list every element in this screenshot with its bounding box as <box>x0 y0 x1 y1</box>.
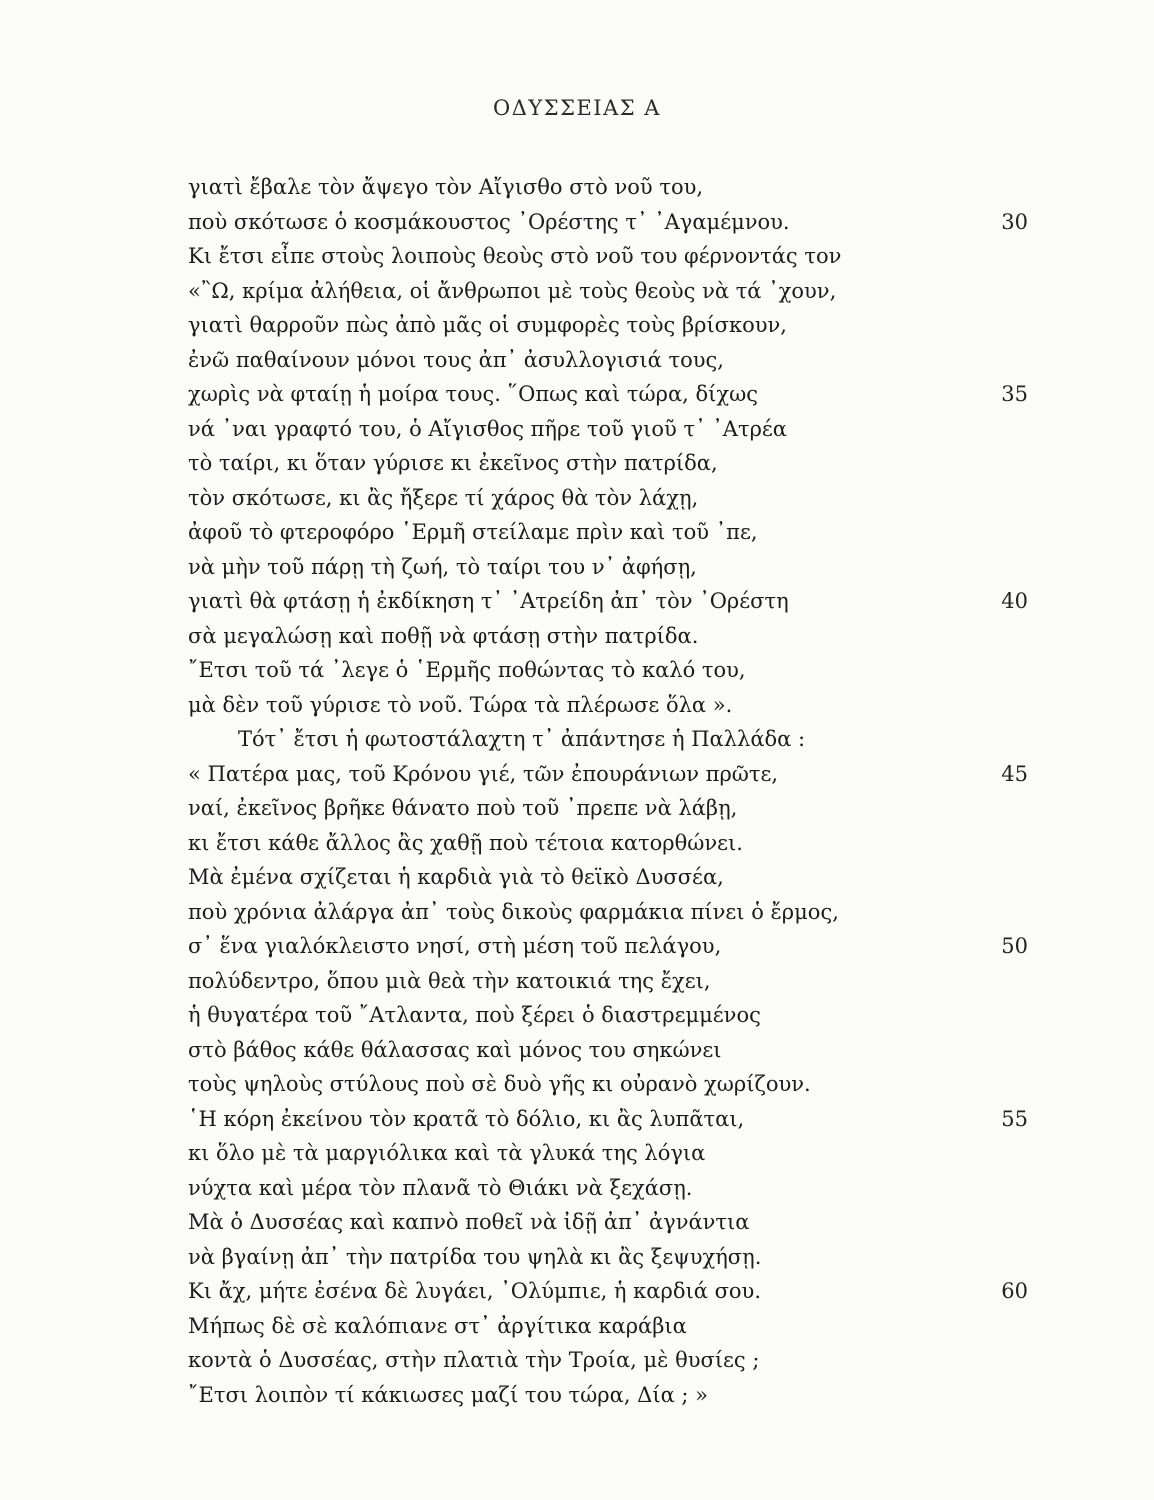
verse-text: ποὺ χρόνια ἀλάργα ἀπ᾿ τοὺς δικοὺς φαρμάκια πίνει ὁ ἔρμος, <box>188 899 839 924</box>
verse-line <box>0 1378 1154 1413</box>
verse-line <box>0 757 1154 792</box>
verse-text: μὰ δὲν τοῦ γύρισε τὸ νοῦ. Τώρα τὰ πλέρωσε ὅλα ». <box>188 692 733 717</box>
verse-line <box>0 619 1154 654</box>
verse-line <box>0 826 1154 861</box>
verse-text: σὰ μεγαλώσῃ καὶ ποθῇ νὰ φτάσῃ στὴν πατρίδα. <box>188 623 699 648</box>
verse-text: ποὺ σκότωσε ὁ κοσμάκουστος ᾿Ορέστης τ᾿ ᾿Αγαμέμνου. <box>188 209 790 234</box>
verse-line <box>0 964 1154 999</box>
verse-text: Κι ἄχ, μήτε ἐσένα δὲ λυγάει, ᾿Ολύμπιε, ἡ καρδιά σου. <box>188 1279 761 1303</box>
verse-line <box>0 860 1154 895</box>
verse-line <box>0 274 1154 309</box>
verse-text: Μὰ ὁ Δυσσέας καὶ καπνὸ ποθεῖ νὰ ἰδῇ ἀπ᾿ ἀγνάντια <box>188 1210 750 1234</box>
line-number: 50 <box>1001 934 1028 958</box>
verse-line <box>0 343 1154 378</box>
verse-text: κι ἔτσι κάθε ἄλλος ἂς χαθῇ ποὺ τέτοια κατορθώνει. <box>188 830 743 855</box>
verse-line <box>0 895 1154 930</box>
verse-line <box>0 584 1154 619</box>
verse-text: στὸ βάθος κάθε θάλασσας καὶ μόνος του σηκώνει <box>188 1037 722 1062</box>
verse-line <box>0 1309 1154 1344</box>
verse-text: τὸ ταίρι, κι ὅταν γύρισε κι ἐκεῖνος στὴν πατρίδα, <box>188 451 718 475</box>
verse-line <box>0 446 1154 481</box>
verse-text: Μὰ ἐμένα σχίζεται ἡ καρδιὰ γιὰ τὸ θεϊκὸ Δυσσέα, <box>188 865 724 889</box>
line-number: 45 <box>1001 761 1028 786</box>
verse-text: ῎Ετσι λοιπὸν τί κάκιωσες μαζί του τώρα, Δία ; » <box>188 1382 709 1407</box>
verse-text: γιατὶ ἔβαλε τὸν ἄψεγο τὸν Αἴγισθο στὸ νοῦ του, <box>188 175 704 199</box>
verse-text: «῍Ω, κρίμα ἀλήθεια, οἱ ἄνθρωποι μὲ τοὺς θεοὺς νὰ τά ᾿χουν, <box>188 278 837 303</box>
verse-line <box>0 998 1154 1033</box>
verse-text: « Πατέρα μας, τοῦ Κρόνου γιέ, τῶν ἐπουράνιων πρῶτε, <box>188 761 779 786</box>
verse-line <box>0 205 1154 240</box>
verse-line <box>0 688 1154 723</box>
verse-line <box>0 722 1154 757</box>
verse-line <box>0 1240 1154 1275</box>
verse-text: κι ὅλο μὲ τὰ μαργιόλικα καὶ τὰ γλυκά της λόγια <box>188 1141 706 1165</box>
verse-line <box>0 929 1154 964</box>
verse-line <box>0 239 1154 274</box>
verse-text: κοντὰ ὁ Δυσσέας, στὴν πλατιὰ τὴν Τροία, μὲ θυσίες ; <box>188 1348 760 1372</box>
verse-text: χωρὶς νὰ φταίῃ ἡ μοίρα τους. ῞Οπως καὶ τώρα, δίχως <box>188 382 759 406</box>
verse-line <box>0 412 1154 447</box>
verse-text: πολύδεντρο, ὅπου μιὰ θεὰ τὴν κατοικιά της ἔχει, <box>188 968 711 993</box>
verse-text: νὰ μὴν τοῦ πάρῃ τὴ ζωή, τὸ ταίρι του ν᾿ ἀφήσῃ, <box>188 554 697 579</box>
verse-text: ἀφοῦ τὸ φτεροφόρο ῾Ερμῆ στείλαμε πρὶν καὶ τοῦ ᾿πε, <box>188 520 758 544</box>
verse-line <box>0 791 1154 826</box>
verse-line <box>0 515 1154 550</box>
verse-line <box>0 550 1154 585</box>
verse-line <box>0 1205 1154 1240</box>
verse-text: τοὺς ψηλοὺς στύλους ποὺ σὲ δυὸ γῆς κι οὐρανὸ χωρίζουν. <box>188 1072 811 1096</box>
verse-text: νὰ βγαίνῃ ἀπ᾿ τὴν πατρίδα του ψηλὰ κι ἂς ξεψυχήσῃ. <box>188 1244 762 1269</box>
line-number: 35 <box>1001 382 1028 406</box>
verse-line <box>0 1136 1154 1171</box>
verse-line <box>0 653 1154 688</box>
verse-line <box>0 1274 1154 1309</box>
verse-text: γιατὶ θὰ φτάσῃ ἡ ἐκδίκηση τ᾿ ᾿Ατρείδη ἀπ᾿ τὸν ᾿Ορέστη <box>188 589 789 613</box>
verse-text: ἐνῶ παθαίνουν μόνοι τους ἀπ᾿ ἀσυλλογισιά τους, <box>188 347 724 372</box>
verse-text: σ᾿ ἕνα γιαλόκλειστο νησί, στὴ μέση τοῦ πελάγου, <box>188 934 722 958</box>
verse-text: Κι ἔτσι εἶπε στοὺς λοιποὺς θεοὺς στὸ νοῦ του φέρνοντάς τον <box>188 244 842 268</box>
line-number: 60 <box>1001 1279 1028 1303</box>
running-title: ΟΔΥΣΣΕΙΑΣ Α <box>493 96 661 120</box>
verse-text: ἡ θυγατέρα τοῦ ῎Ατλαντα, ποὺ ξέρει ὁ διαστρεμμένος <box>188 1003 761 1027</box>
verse-line <box>0 308 1154 343</box>
line-number: 30 <box>1001 209 1028 234</box>
verse-line <box>0 1067 1154 1102</box>
verse-line <box>0 377 1154 412</box>
verse-text: νύχτα καὶ μέρα τὸν πλανᾶ τὸ Θιάκι νὰ ξεχάσῃ. <box>188 1175 693 1200</box>
verse-text: Τότ᾿ ἔτσι ἡ φωτοστάλαχτη τ᾿ ἀπάντησε ἡ Παλλάδα : <box>238 727 806 751</box>
verse-text: ῎Ετσι τοῦ τά ᾿λεγε ὁ ῾Ερμῆς ποθώντας τὸ καλό του, <box>188 658 746 682</box>
verse-text: ῾Η κόρη ἐκείνου τὸν κρατᾶ τὸ δόλιο, κι ἂς λυπᾶται, <box>188 1106 745 1131</box>
verse-line <box>0 1033 1154 1068</box>
verse-text: νά ᾿ναι γραφτό του, ὁ Αἴγισθος πῆρε τοῦ γιοῦ τ᾿ ᾿Ατρέα <box>188 416 787 441</box>
verse-text: τὸν σκότωσε, κι ἂς ἤξερε τί χάρος θὰ τὸν λάχῃ, <box>188 485 699 510</box>
verse-block <box>0 170 1154 1412</box>
verse-line <box>0 1171 1154 1206</box>
verse-line <box>0 481 1154 516</box>
line-number: 55 <box>1001 1106 1028 1131</box>
verse-text: ναί, ἐκεῖνος βρῆκε θάνατο ποὺ τοῦ ᾿πρεπε νὰ λάβῃ, <box>188 796 738 820</box>
verse-text: Μήπως δὲ σὲ καλόπιανε στ᾿ ἀργίτικα καράβια <box>188 1313 687 1338</box>
line-number: 40 <box>1001 589 1028 613</box>
verse-line <box>0 1102 1154 1137</box>
verse-text: γιατὶ θαρροῦν πὼς ἀπὸ μᾶς οἱ συμφορὲς τοὺς βρίσκουν, <box>188 313 787 337</box>
verse-line <box>0 170 1154 205</box>
verse-line <box>0 1343 1154 1378</box>
